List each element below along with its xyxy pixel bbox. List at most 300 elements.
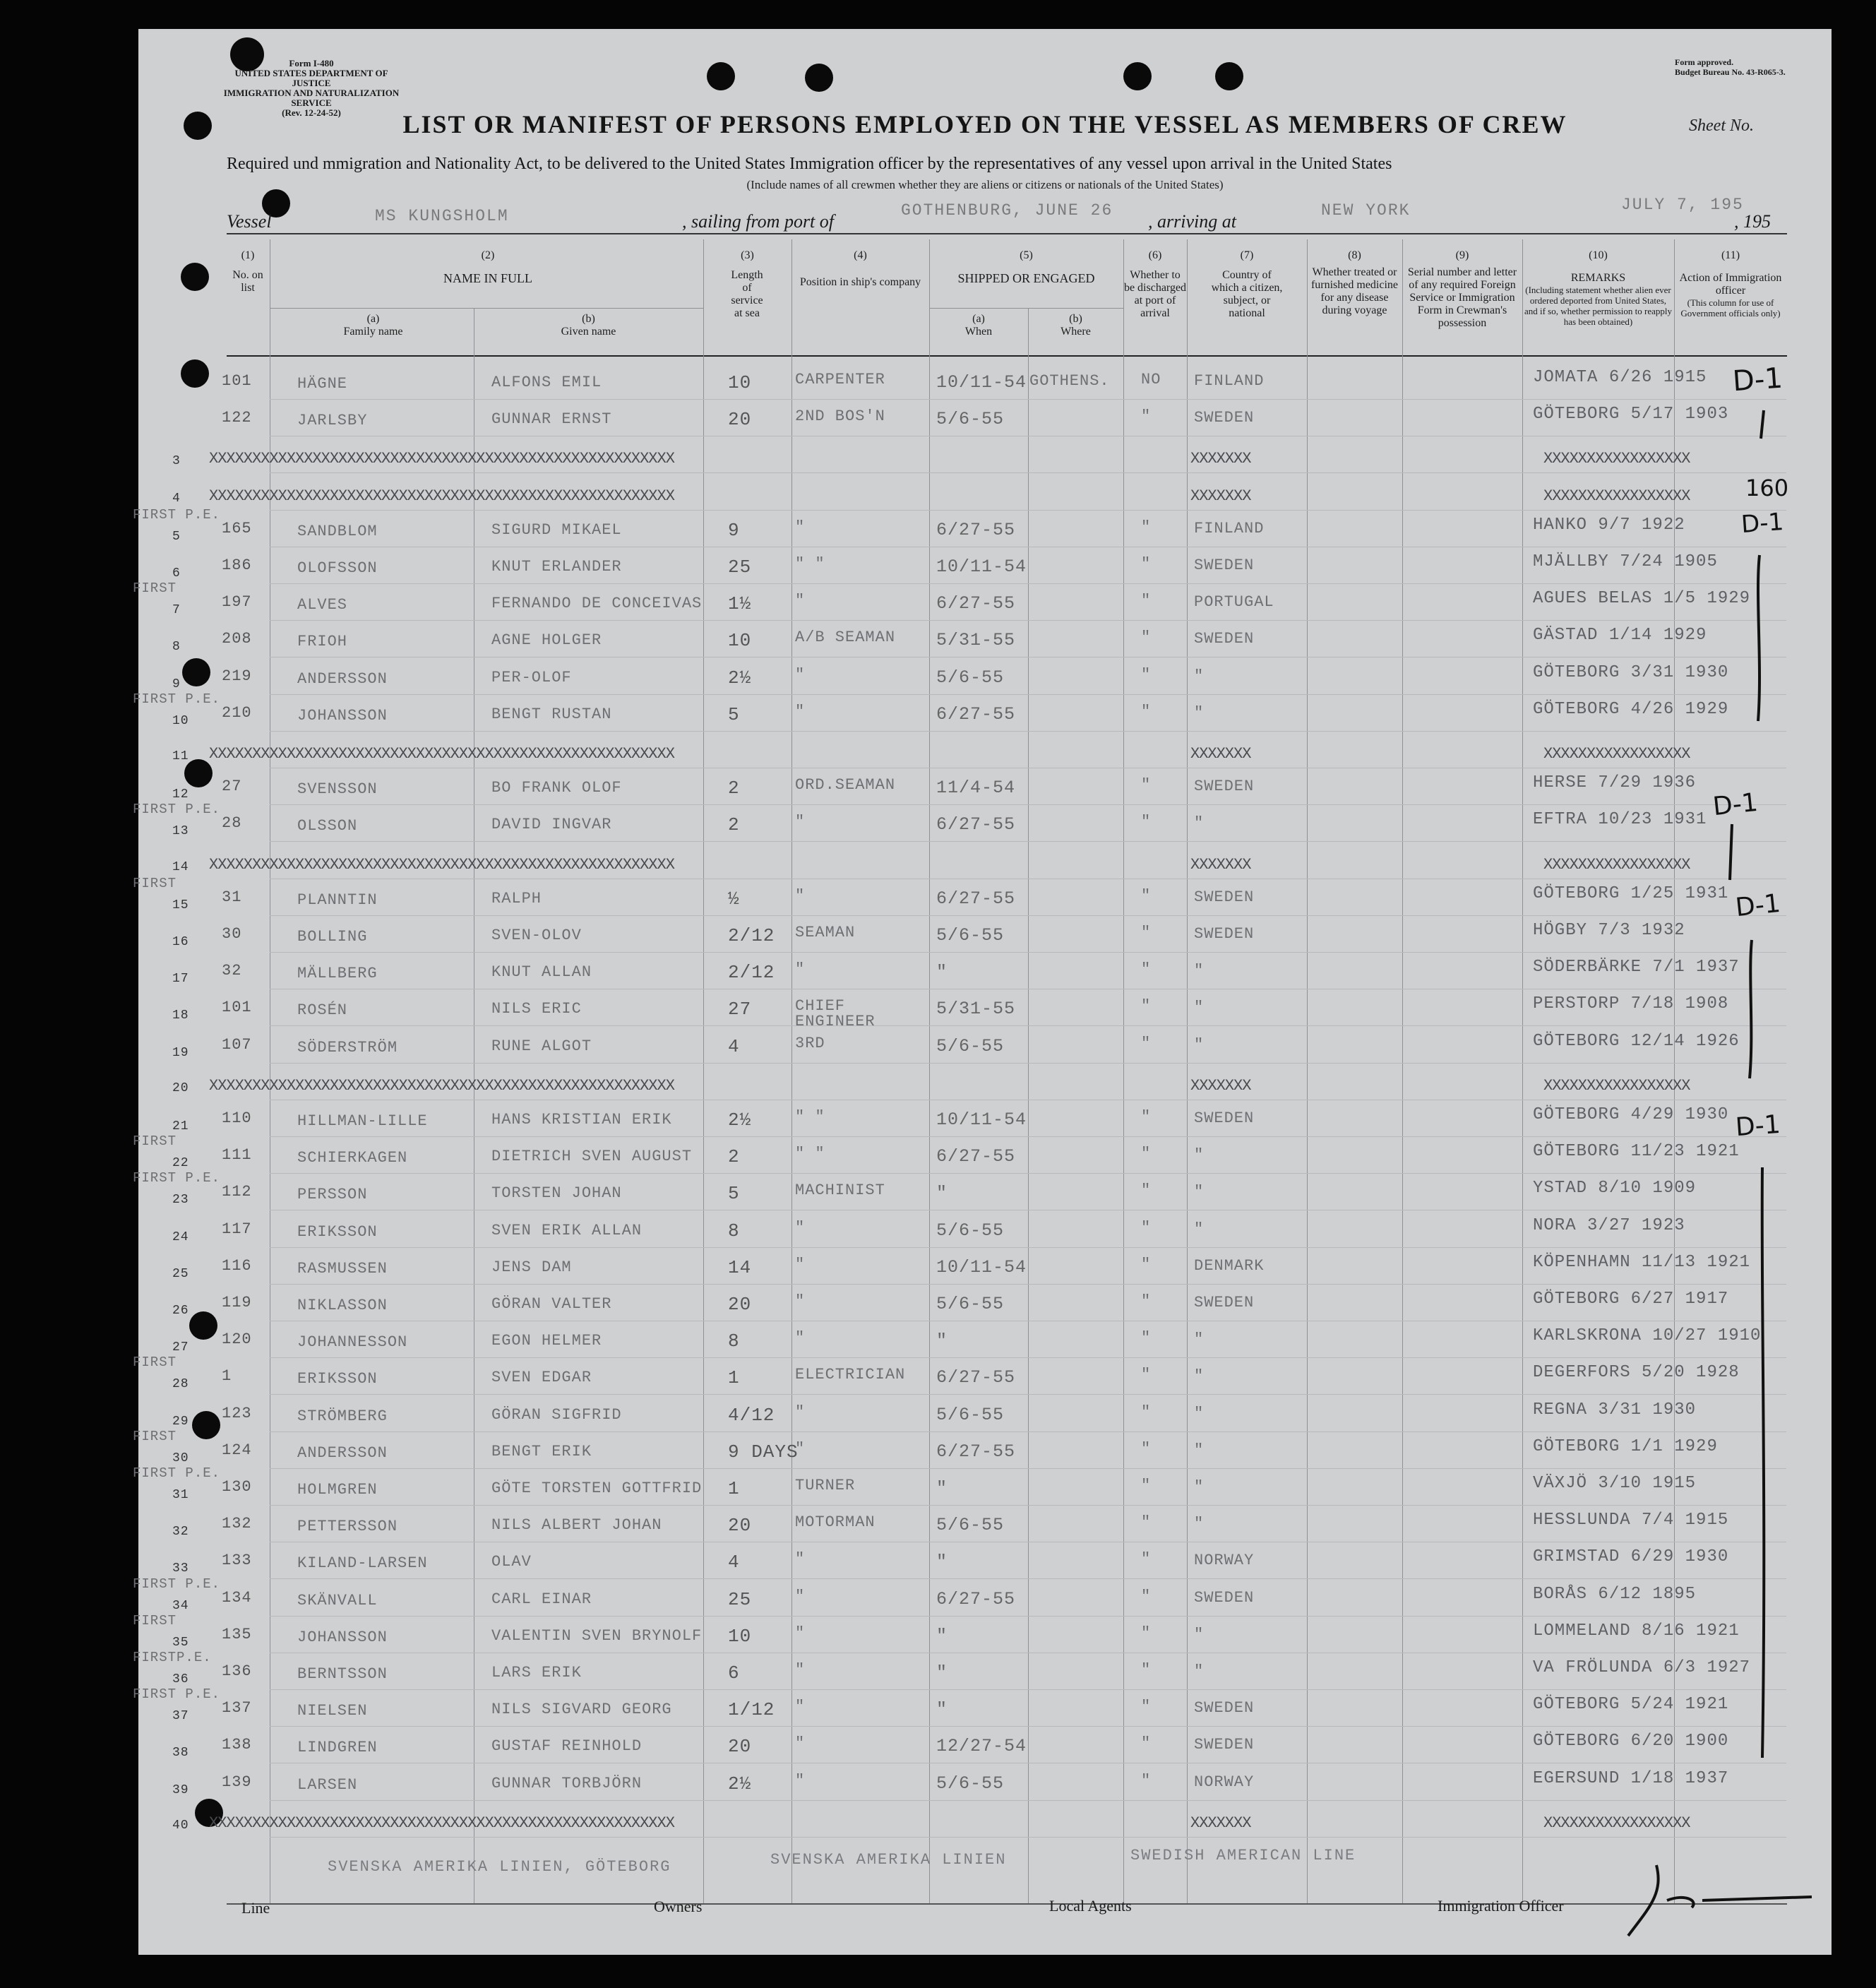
sailing-label: , sailing from port of [682,211,835,232]
cell-when: 6/27-55 [936,1367,1016,1388]
cell-line: 4 [172,492,181,506]
cell-country: " [1194,814,1205,832]
cell-note: FIRST P.E. [133,507,221,523]
cell-line: 39 [172,1783,189,1797]
cell-remarks: GÖTEBORG 1/1 1929 [1533,1437,1718,1456]
cell-position: " [795,1698,806,1715]
cell-remarks: HANKO 9/7 1922 [1533,516,1685,535]
cell-position: " [795,1292,806,1310]
cell-disch: " [1141,1624,1152,1642]
cell-position: " [795,1550,806,1568]
col5b-header: (b) Where [1061,313,1091,338]
col10-header: (10) REMARKS (Including statement whether alien ever ordered deported from United States, and if so, whether permission to reapply has been obtained) [1524,249,1673,327]
cell-service: 20 [728,1515,752,1536]
agency-line: UNITED STATES DEPARTMENT OF JUSTICE [234,68,388,88]
cell-listno: 110 [222,1109,252,1127]
strikeout-x: XXXXXXXXXXXXXXXXX [1543,450,1690,468]
cell-when: 5/6-55 [936,1773,1005,1794]
cell-service: 2/12 [728,962,775,983]
cell-remarks: VA FRÖLUNDA 6/3 1927 [1533,1658,1751,1677]
cell-line: 38 [172,1746,189,1760]
cell-given: DIETRICH SVEN AUGUST [491,1148,693,1165]
cell-note: FIRST [133,1613,177,1629]
cell-remarks: HESSLUNDA 7/4 1915 [1533,1511,1729,1530]
cell-position: " " [795,1145,825,1162]
cell-note: FIRST [133,1355,177,1370]
strikeout-x: XXXXXXXXXXXXXXXXXXXXXXXXXXXXXXXXXXXXXXXXXXXXXXXXXXXXXX [209,1077,674,1095]
cell-disch: " [1141,776,1152,794]
cell-when: 6/27-55 [936,593,1016,614]
cell-line: 18 [172,1008,189,1023]
cell-given: ALFONS EMIL [491,374,602,391]
cell-listno: 197 [222,593,252,611]
cell-line: 15 [172,898,189,912]
cell-disch: " [1141,703,1152,720]
cell-disch: " [1141,1329,1152,1347]
cell-country: SWEDEN [1194,556,1255,574]
cell-remarks: GÖTEBORG 6/27 1917 [1533,1290,1729,1309]
cell-listno: 130 [222,1478,252,1496]
cell-disch: " [1141,592,1152,609]
cell-family: BERNTSSON [297,1665,388,1683]
cell-given: NILS SIGVARD GEORG [491,1701,672,1718]
cell-family: ERIKSSON [297,1223,378,1241]
col5-header: (5) SHIPPED OR ENGAGED [957,249,1095,285]
cell-country: " [1194,999,1205,1016]
cell-disch: " [1141,1108,1152,1126]
cell-family: JOHANSSON [297,1629,388,1646]
cell-service: 20 [728,1736,752,1757]
cell-remarks: GÖTEBORG 5/24 1921 [1533,1695,1729,1714]
col2-header: (2) NAME IN FULL [443,249,532,285]
cell-listno: 186 [222,556,252,574]
arrival-date-value: JULY 7, 195 [1621,196,1744,214]
cell-position: " [795,1440,806,1458]
cell-family: JARLSBY [297,412,368,429]
form-revision: (Rev. 12-24-52) [282,107,341,118]
cell-given: PER-OLOF [491,669,572,686]
line-label: Line [241,1899,270,1917]
cell-family: STRÖMBERG [297,1407,388,1425]
strikeout-x: XXXXXXXXXXXXXXXXXXXXXXXXXXXXXXXXXXXXXXXXXXXXXXXXXXXXXX [209,487,674,505]
cell-line: 29 [172,1415,189,1429]
cell-listno: 137 [222,1699,252,1717]
cell-given: GÖRAN VALTER [491,1295,612,1313]
cell-remarks: KÖPENHAMN 11/13 1921 [1533,1253,1751,1272]
cell-when: 10/11-54 [936,372,1027,393]
cell-given: GUNNAR TORBJÖRN [491,1775,643,1792]
cell-country: SWEDEN [1194,778,1255,795]
cell-listno: 208 [222,630,252,648]
cell-line: 23 [172,1193,189,1207]
cell-disch: " [1141,924,1152,941]
cell-disch: " [1141,1182,1152,1199]
cell-given: SIGURD MIKAEL [491,521,622,539]
cell-family: HOLMGREN [297,1481,378,1499]
cell-remarks: GÖTEBORG 12/14 1926 [1533,1032,1740,1051]
strikeout-x: XXXXXXXXXXXXXXXXXXXXXXXXXXXXXXXXXXXXXXXXXXXXXXXXXXXXXX [209,450,674,468]
cell-listno: 116 [222,1257,252,1275]
cell-when: 5/31-55 [936,999,1016,1019]
strikeout-x: XXXXXXX [1190,1814,1251,1832]
cell-remarks: HERSE 7/29 1936 [1533,773,1697,792]
cell-listno: 27 [222,778,242,795]
cell-country: NORWAY [1194,1773,1255,1791]
cell-position: A/B SEAMAN [795,629,896,646]
cell-country: " [1194,1626,1205,1643]
cell-listno: 124 [222,1441,252,1459]
cell-position: CARPENTER [795,371,885,388]
cell-country: SWEDEN [1194,1736,1255,1754]
cell-remarks: GÖTEBORG 3/31 1930 [1533,663,1729,682]
cell-when: 6/27-55 [936,888,1016,909]
cell-family: ALVES [297,596,348,614]
cell-when: 5/6-55 [936,1036,1005,1057]
cell-remarks: VÄXJÖ 3/10 1915 [1533,1474,1697,1493]
cell-service: 4/12 [728,1405,775,1426]
cell-service: 2 [728,778,740,799]
cell-family: LARSEN [297,1776,358,1794]
cell-line: 24 [172,1230,189,1244]
cell-listno: 107 [222,1036,252,1054]
cell-line: 12 [172,787,189,802]
cell-line: 16 [172,935,189,949]
cell-service: 14 [728,1257,752,1278]
cell-given: TORSTEN JOHAN [491,1184,622,1202]
cell-listno: 136 [222,1662,252,1680]
cell-remarks: GÖTEBORG 1/25 1931 [1533,884,1729,903]
cell-family: MÄLLBERG [297,965,378,982]
cell-disch: " [1141,997,1152,1015]
cell-given: SVEN-OLOV [491,927,582,944]
strikeout-x: XXXXXXX [1190,856,1251,874]
cell-country: " [1194,1441,1205,1459]
cell-country: FINLAND [1194,372,1265,390]
cell-line: 35 [172,1636,189,1650]
cell-line: 9 [172,677,181,691]
handwritten-count: 160 [1745,475,1789,501]
cell-family: ANDERSSON [297,1444,388,1462]
strikeout-x: XXXXXXXXXXXXXXXXX [1543,745,1690,763]
cell-position: " [795,1329,806,1347]
cell-listno: 138 [222,1736,252,1754]
manifest-sheet [133,29,1832,1955]
cell-remarks: EGERSUND 1/18 1937 [1533,1769,1729,1788]
cell-disch: " [1141,1477,1152,1494]
strikeout-x: XXXXXXXXXXXXXXXXX [1543,487,1690,505]
cell-listno: 135 [222,1626,252,1643]
cell-position: " [795,1624,806,1642]
cell-service: 1½ [728,593,752,614]
cell-disch: " [1141,629,1152,646]
cell-when: 12/27-54 [936,1736,1027,1756]
cell-country: " [1194,1478,1205,1496]
strikeout-x: XXXXXXXXXXXXXXXXXXXXXXXXXXXXXXXXXXXXXXXXXXXXXXXXXXXXXX [209,745,674,763]
cell-service: 5 [728,1183,740,1204]
strikeout-x: XXXXXXX [1190,450,1251,468]
cell-when: " [936,1626,948,1646]
cell-disch: NO [1141,371,1161,388]
handwritten-brackets [138,29,1832,1955]
cell-disch: " [1141,1403,1152,1421]
cell-position: " [795,1256,806,1273]
cell-given: DAVID INGVAR [491,816,612,833]
handwritten-d1: D-1 [1711,787,1760,822]
cell-country: " [1194,1220,1205,1238]
cell-service: 2 [728,814,740,835]
cell-service: 1 [728,1367,740,1388]
cell-disch: " [1141,1256,1152,1273]
cell-line: 11 [172,749,189,763]
required-statement: Required und mmigration and Nationality Act, to be delivered to the United States Immigration officer by the representatives of any vessel upon arrival in the United States [227,155,1392,173]
strikeout-x: XXXXXXX [1190,487,1251,505]
cell-disch: " [1141,1219,1152,1237]
cell-service: 9 DAYS [728,1441,799,1463]
cell-listno: 219 [222,667,252,685]
cell-country: PORTUGAL [1194,593,1274,611]
cell-when: 10/11-54 [936,556,1027,577]
cell-note: FIRST [133,1429,177,1444]
col11-header: (11) Action of Immigration officer (This column for use of Government officials only) [1679,249,1782,319]
cell-family: BOLLING [297,928,368,946]
officer-label: Immigration Officer [1438,1897,1564,1915]
cell-country: " [1194,1331,1205,1348]
cell-country: SWEDEN [1194,1109,1255,1127]
cell-service: 2½ [728,1109,752,1131]
cell-remarks: GÄSTAD 1/14 1929 [1533,626,1707,645]
cell-country: DENMARK [1194,1257,1265,1275]
cell-position: 2ND BOS'N [795,407,885,425]
cell-country: " [1194,1367,1205,1385]
cell-position: " [795,1734,806,1752]
cell-listno: 132 [222,1515,252,1532]
form-title: LIST OR MANIFEST OF PERSONS EMPLOYED ON THE VESSEL AS MEMBERS OF CREW [402,110,1567,138]
col4-header: (4) Position in ship's company [799,249,921,288]
cell-service: 8 [728,1220,740,1242]
cell-listno: 31 [222,888,242,906]
sailing-value: GOTHENBURG, JUNE 26 [901,201,1113,220]
cell-line: 28 [172,1377,189,1391]
cell-remarks: SÖDERBÄRKE 7/1 1937 [1533,958,1740,977]
agents-value: SWEDISH AMERICAN LINE [1130,1847,1356,1864]
cell-line: 13 [172,824,189,838]
col2a-header: (a) Family name [343,313,403,338]
cell-remarks: JOMATA 6/26 1915 [1533,368,1707,387]
cell-service: 1 [728,1478,740,1499]
cell-disch: " [1141,960,1152,978]
cell-family: JOHANNESSON [297,1333,408,1351]
cell-line: 36 [172,1672,189,1686]
col1-header: (1) No. on list [232,249,263,294]
cell-family: OLOFSSON [297,559,378,577]
cell-given: NILS ERIC [491,1000,582,1018]
cell-given: SVEN EDGAR [491,1369,592,1386]
cell-given: GUSTAF REINHOLD [491,1737,643,1755]
cell-disch: " [1141,407,1152,425]
cell-line: 21 [172,1119,189,1133]
cell-line: 8 [172,640,181,654]
cell-note: FIRST P.E. [133,1686,221,1702]
cell-disch: " [1141,1734,1152,1752]
cell-remarks: GÖTEBORG 11/23 1921 [1533,1142,1740,1161]
cell-family: SANDBLOM [297,523,378,540]
agency-line: IMMIGRATION AND NATURALIZATION SERVICE [223,88,400,108]
cell-listno: 165 [222,520,252,537]
owners-value: SVENSKA AMERIKA LINIEN [770,1851,1007,1869]
cell-country: SWEDEN [1194,925,1255,943]
arriving-label: , arriving at [1148,211,1236,232]
cell-remarks: LOMMELAND 8/16 1921 [1533,1621,1740,1641]
cell-service: 2½ [728,1773,752,1794]
cell-when: 6/27-55 [936,814,1016,835]
cell-disch: " [1141,666,1152,684]
vessel-value: MS KUNGSHOLM [375,207,509,225]
cell-where: GOTHENS. [1029,372,1110,390]
cell-listno: 112 [222,1183,252,1201]
cell-listno: 133 [222,1552,252,1569]
vessel-label: Vessel [227,211,272,232]
cell-disch: " [1141,1035,1152,1052]
cell-disch: " [1141,887,1152,905]
cell-country: " [1194,1515,1205,1532]
cell-country: SWEDEN [1194,409,1255,427]
cell-when: " [936,1662,948,1683]
cell-given: KNUT ERLANDER [491,558,622,576]
cell-remarks: REGNA 3/31 1930 [1533,1400,1697,1419]
cell-country: " [1194,704,1205,722]
cell-country: SWEDEN [1194,1589,1255,1607]
cell-family: SÖDERSTRÖM [297,1039,398,1057]
cell-given: VALENTIN SVEN BRYNOLF [491,1627,703,1645]
handwritten-d1: D-1 [1734,1109,1781,1143]
cell-note: FIRSTP.E. [133,1650,212,1665]
cell-line: 32 [172,1525,189,1539]
cell-when: 6/27-55 [936,520,1016,540]
cell-given: CARL EINAR [491,1590,592,1608]
cell-note: FIRST P.E. [133,802,221,817]
year-suffix: , 195 [1734,211,1771,232]
cell-note: FIRST [133,581,177,596]
cell-service: 10 [728,630,752,651]
owners-label: Owners [654,1898,703,1915]
cell-remarks: NORA 3/27 1923 [1533,1216,1685,1235]
cell-family: PERSSON [297,1186,368,1203]
cell-service: 25 [728,556,752,578]
arriving-value: NEW YORK [1321,201,1411,220]
cell-line: 14 [172,860,189,874]
cell-given: OLAV [491,1553,532,1571]
cell-listno: 139 [222,1773,252,1791]
cell-remarks: GÖTEBORG 4/29 1930 [1533,1105,1729,1124]
col3-header: (3) Length of service at sea [731,249,763,319]
cell-family: ROSÉN [297,1001,348,1019]
cell-position: " [795,518,806,536]
cell-line: 25 [172,1267,189,1281]
cell-when: " [936,962,948,982]
cell-line: 22 [172,1156,189,1170]
strikeout-x: XXXXXXX [1190,1077,1251,1095]
cell-service: 9 [728,520,740,541]
cell-given: BO FRANK OLOF [491,779,622,797]
cell-remarks: MJÄLLBY 7/24 1905 [1533,552,1718,571]
cell-family: KILAND-LARSEN [297,1554,428,1572]
cell-service: 2/12 [728,925,775,946]
handwritten-d1: D-1 [1740,507,1785,540]
cell-country: " [1194,667,1205,685]
strikeout-x: XXXXXXXXXXXXXXXXX [1543,1077,1690,1095]
cell-service: 2 [728,1146,740,1167]
cell-listno: 117 [222,1220,252,1238]
cell-service: 25 [728,1589,752,1610]
cell-remarks: DEGERFORS 5/20 1928 [1533,1363,1740,1382]
cell-position: " [795,1403,806,1421]
strikeout-x: XXXXXXXXXXXXXXXXXXXXXXXXXXXXXXXXXXXXXXXXXXXXXXXXXXXXXX [209,856,674,874]
cell-service: 20 [728,409,752,430]
cell-disch: " [1141,1550,1152,1568]
cell-when: " [936,1183,948,1203]
cell-given: LARS ERIK [491,1664,582,1682]
cell-family: JOHANSSON [297,707,388,725]
cell-family: NIELSEN [297,1702,368,1720]
col2b-header: (b) Given name [561,313,616,338]
cell-when: 5/31-55 [936,630,1016,650]
cell-line: 37 [172,1709,189,1723]
cell-given: FERNANDO DE CONCEIVAS [491,595,703,612]
cell-listno: 1 [222,1367,232,1385]
cell-remarks: PERSTORP 7/18 1908 [1533,994,1729,1013]
cell-disch: " [1141,813,1152,831]
cell-disch: " [1141,1772,1152,1790]
cell-family: RASMUSSEN [297,1260,388,1278]
cell-position: CHIEF ENGINEER [795,997,876,1030]
cell-disch: " [1141,1440,1152,1458]
cell-position: " [795,1219,806,1237]
cell-when: 10/11-54 [936,1109,1027,1130]
col8-header: (8) Whether treated or furnished medicine for any disease during voyage [1310,249,1399,316]
cell-remarks: AGUES BELAS 1/5 1929 [1533,589,1751,608]
cell-family: FRIOH [297,633,348,650]
cell-disch: " [1141,555,1152,573]
cell-listno: 28 [222,814,242,832]
cell-listno: 134 [222,1589,252,1607]
cell-given: NILS ALBERT JOHAN [491,1516,662,1534]
cell-given: EGON HELMER [491,1332,602,1350]
cell-note: FIRST [133,1133,177,1149]
cell-family: SVENSSON [297,780,378,798]
cell-given: RUNE ALGOT [491,1037,592,1055]
cell-family: NIKLASSON [297,1297,388,1314]
cell-listno: 210 [222,704,252,722]
cell-remarks: GÖTEBORG 5/17 1903 [1533,405,1729,424]
cell-position: " [795,1772,806,1790]
cell-note: FIRST P.E. [133,1170,221,1186]
cell-listno: 122 [222,409,252,427]
cell-service: 20 [728,1294,752,1315]
cell-family: LINDGREN [297,1739,378,1756]
cell-remarks: GÖTEBORG 4/26 1929 [1533,700,1729,719]
cell-disch: " [1141,1145,1152,1162]
cell-given: KNUT ALLAN [491,963,592,981]
cell-position: ELECTRICIAN [795,1366,906,1383]
cell-family: OLSSON [297,817,358,835]
cell-position: TURNER [795,1477,856,1494]
cell-remarks: EFTRA 10/23 1931 [1533,810,1707,829]
cell-line: 10 [172,714,189,728]
cell-disch: " [1141,518,1152,536]
cell-service: 2½ [728,667,752,689]
cell-when: 10/11-54 [936,1257,1027,1278]
cell-family: HÄGNE [297,375,348,393]
